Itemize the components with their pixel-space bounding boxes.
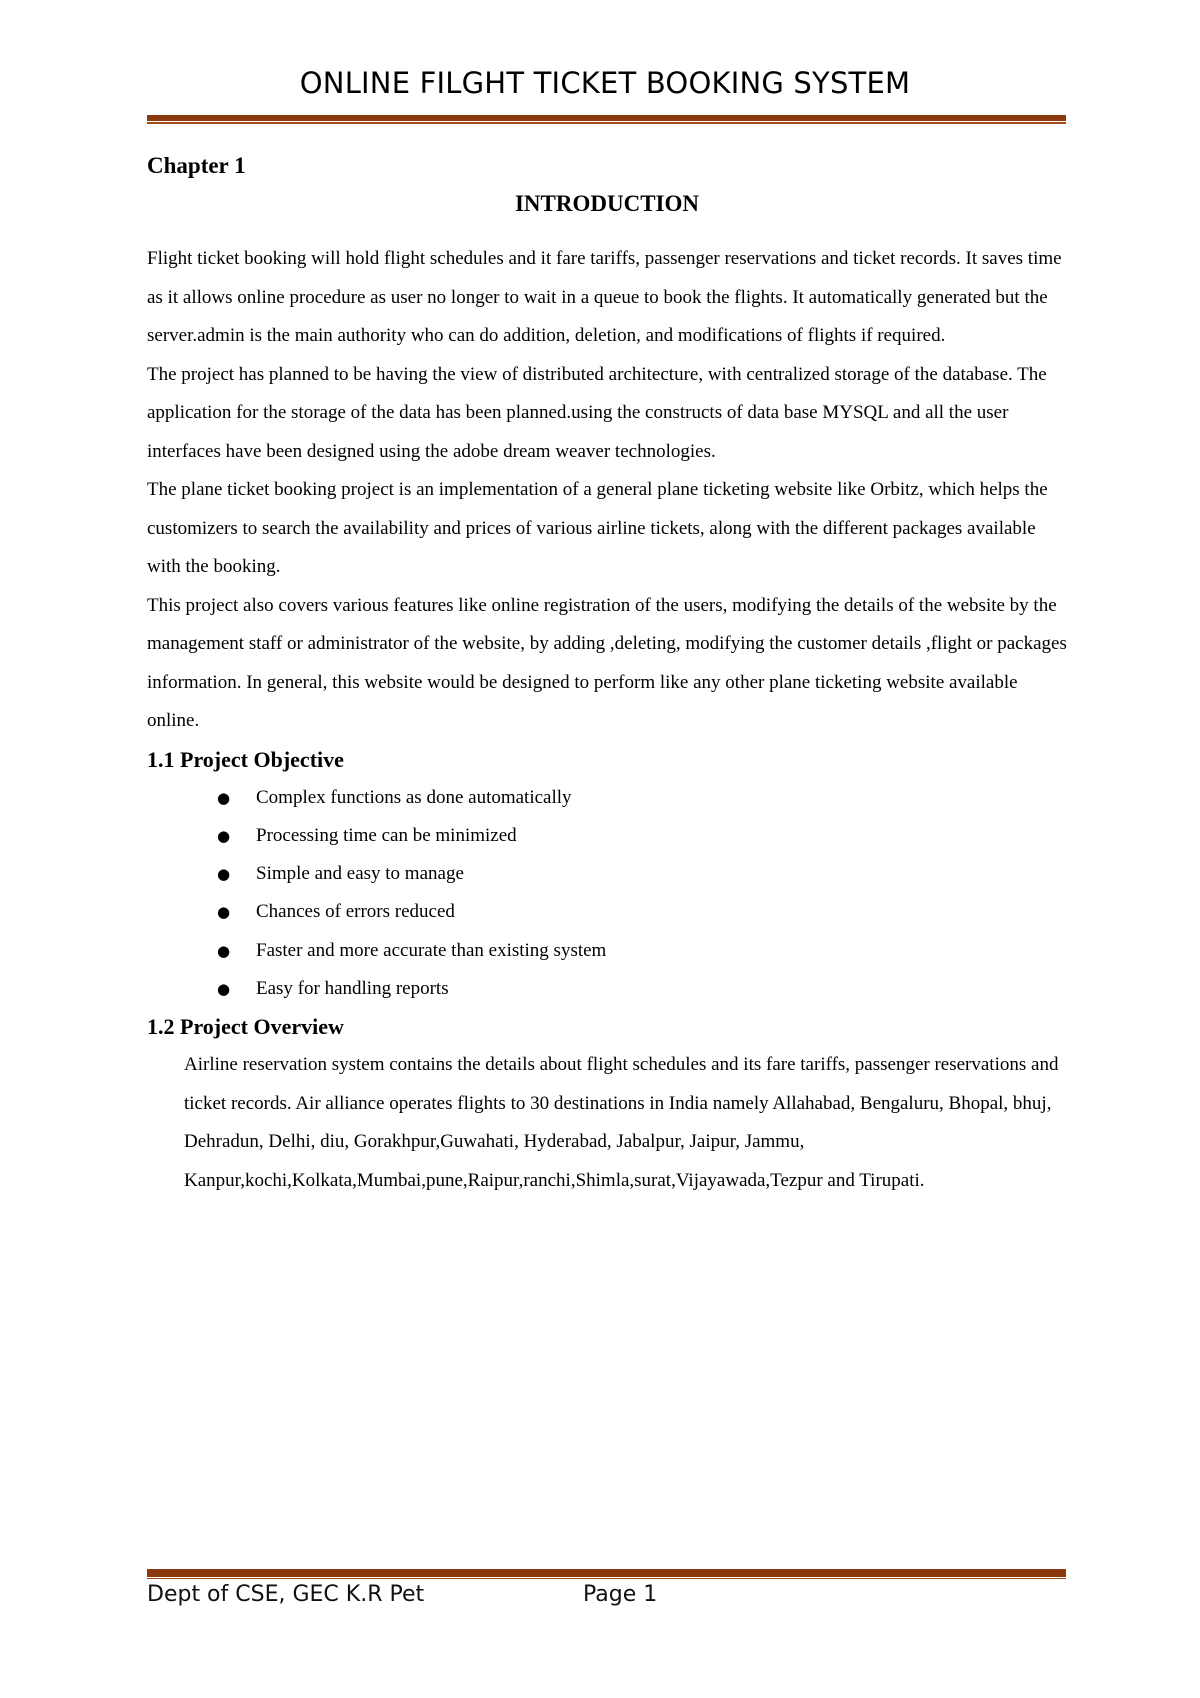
footer-page-number: Page 1: [583, 1582, 658, 1607]
footer-rule-thin: [147, 1578, 1066, 1579]
document-body: [147, 150, 1067, 1200]
bullet-icon: ●: [217, 826, 231, 845]
footer-department: Dept of CSE, GEC K.R Pet: [147, 1582, 425, 1607]
header-rule-thin: [147, 122, 1066, 124]
footer-rule: [147, 1569, 1066, 1577]
section-heading-overview: 1.2 Project Overview: [147, 1014, 344, 1040]
page-header-title: ONLINE FILGHT TICKET BOOKING SYSTEM: [299, 66, 911, 100]
list-item-text: Complex functions as done automatically: [256, 786, 572, 808]
overview-paragraph-cities: Kanpur,kochi,Kolkata,Mumbai,pune,Raipur,ranchi,Shimla,surat,Vijayawada,Tezpur and Tirupati.: [184, 1169, 925, 1191]
chapter-heading: INTRODUCTION: [514, 191, 700, 216]
bullet-icon: ●: [217, 903, 231, 922]
bullet-icon: ●: [217, 865, 231, 884]
intro-paragraph: The project has planned to be having the view of distributed architecture, with centralized storage of the database. The application for the storage of the data has been planned.using the constructs of data base MYSQL and all the user interfaces have been designed using the adobe dream weaver technologies.: [147, 363, 1047, 462]
list-item-text: Easy for handling reports: [256, 977, 449, 999]
list-item: [217, 855, 1067, 893]
bullet-icon: ●: [217, 979, 231, 998]
list-item-text: Faster and more accurate than existing system: [256, 939, 607, 961]
chapter-label: Chapter 1: [147, 153, 246, 178]
list-item-text: Simple and easy to manage: [256, 863, 464, 885]
list-item: [217, 779, 1067, 817]
bullet-icon: ●: [217, 941, 231, 960]
intro-paragraph: The plane ticket booking project is an implementation of a general plane ticketing website like Orbitz, which helps the customizers to search the availability and prices of various airline tickets, along with the different packages available with the booking.: [147, 479, 1048, 577]
list-item: [217, 970, 1067, 1008]
list-item: [217, 817, 1067, 855]
list-item: [217, 893, 1067, 931]
overview-paragraph: Airline reservation system contains the details about flight schedules and its fare tariffs, passenger reservations and ticket records. Air alliance operates flights to 30 destinations in India namely Allahabad, Bengaluru, Bhopal, bhuj, Dehradun, Delhi, diu, Gorakhpur,Guwahati, Hyderabad, Jabalpur, Jaipur, Jammu,: [184, 1054, 1059, 1153]
intro-paragraph: Flight ticket booking will hold flight schedules and it fare tariffs, passenger reservations and ticket records. It saves time as it allows online procedure as user no longer to wait in a queue to book the flights. It automatically generated but the server.admin is the main authority who can do addition, deletion, and modifications of flights if required.: [147, 248, 1062, 346]
bullet-icon: ●: [217, 788, 231, 807]
section-heading-objective: 1.1 Project Objective: [147, 746, 344, 772]
header-rule: [147, 115, 1066, 121]
list-item-text: Processing time can be minimized: [256, 824, 517, 846]
intro-paragraph: This project also covers various features like online registration of the users, modifying the details of the website by the management staff or administrator of the website, by adding ,deleting, modifying the customer details ,flight or packages information. In general, this website would be designed to perform like any other plane ticketing website available online.: [147, 594, 1067, 731]
objective-list: [147, 779, 1067, 1009]
list-item-text: Chances of errors reduced: [256, 901, 455, 923]
list-item: [217, 932, 1067, 970]
